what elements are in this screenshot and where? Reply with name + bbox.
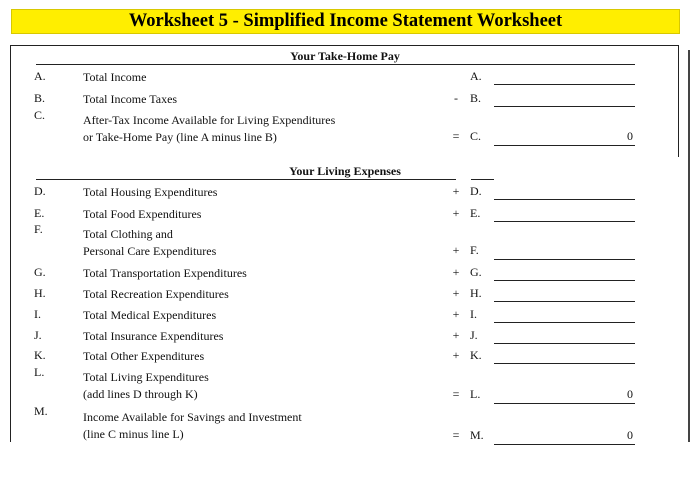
- amount-line-k[interactable]: [494, 363, 635, 364]
- short-rule-expenses: [471, 179, 494, 180]
- row-letter: B.: [34, 91, 46, 105]
- row-ref: J.: [470, 328, 478, 342]
- frame-right-border: [678, 45, 679, 157]
- row-description: Total Income: [83, 70, 147, 84]
- row-operator: +: [452, 286, 460, 300]
- frame-top-border: [10, 45, 678, 46]
- amount-line-c[interactable]: [494, 145, 635, 146]
- row-letter: I.: [34, 307, 41, 321]
- row-description: Total Income Taxes: [83, 92, 178, 106]
- amount-line-a[interactable]: [494, 84, 635, 85]
- row-operator: =: [452, 129, 460, 143]
- amount-value-l: 0: [627, 387, 633, 401]
- row-ref: K.: [470, 348, 482, 362]
- row-operator: +: [452, 206, 460, 220]
- row-letter: A.: [34, 69, 46, 83]
- row-letter: J.: [34, 328, 42, 342]
- row-operator: +: [452, 328, 460, 342]
- section-rule-take-home: [36, 64, 635, 65]
- row-letter: L.: [34, 365, 45, 379]
- row-operator: +: [452, 243, 460, 257]
- row-letter: H.: [34, 286, 46, 300]
- section-title-expenses: Your Living Expenses: [289, 164, 401, 178]
- amount-line-l[interactable]: [494, 403, 635, 404]
- row-operator: +: [452, 307, 460, 321]
- row-operator: +: [452, 265, 460, 279]
- row-description: Total Medical Expenditures: [83, 308, 217, 322]
- amount-line-m[interactable]: [494, 444, 635, 445]
- row-ref: A.: [470, 69, 482, 83]
- amount-line-h[interactable]: [494, 301, 635, 302]
- row-description: Total Food Expenditures: [83, 207, 202, 221]
- row-ref: G.: [470, 265, 482, 279]
- row-description: Total Recreation Expenditures: [83, 287, 229, 301]
- amount-line-f[interactable]: [494, 259, 635, 260]
- row-ref: M.: [470, 428, 484, 442]
- row-description: Total Living Expenditures (add lines D through K): [83, 370, 209, 401]
- row-operator: +: [452, 348, 460, 362]
- row-description: Total Other Expenditures: [83, 349, 205, 363]
- section-title-take-home: Your Take-Home Pay: [290, 49, 400, 63]
- row-ref: C.: [470, 129, 482, 143]
- amount-line-j[interactable]: [494, 343, 635, 344]
- row-operator: +: [452, 184, 460, 198]
- row-ref: D.: [470, 184, 482, 198]
- row-operator: =: [452, 428, 460, 442]
- amount-line-g[interactable]: [494, 280, 635, 281]
- row-description: Total Housing Expenditures: [83, 185, 218, 199]
- row-description: After-Tax Income Available for Living Expenditures or Take-Home Pay (line A minus line B): [83, 113, 336, 144]
- row-letter: K.: [34, 348, 46, 362]
- amount-value-c: 0: [627, 129, 633, 143]
- row-ref: H.: [470, 286, 482, 300]
- row-description: Total Clothing and Personal Care Expenditures: [83, 227, 217, 258]
- row-description: Total Insurance Expenditures: [83, 329, 224, 343]
- row-ref: B.: [470, 91, 482, 105]
- row-letter: C.: [34, 108, 46, 122]
- row-ref: F.: [470, 243, 479, 257]
- row-letter: D.: [34, 184, 46, 198]
- section-rule-expenses: [36, 179, 456, 180]
- row-letter: G.: [34, 265, 46, 279]
- row-operator: =: [452, 387, 460, 401]
- row-operator: -: [454, 91, 458, 105]
- row-ref: I.: [470, 307, 477, 321]
- row-letter: F.: [34, 222, 43, 236]
- frame-left-border: [10, 45, 11, 442]
- amount-value-m: 0: [627, 428, 633, 442]
- amount-line-d[interactable]: [494, 199, 635, 200]
- row-letter: M.: [34, 404, 48, 418]
- page-edge: [688, 50, 690, 442]
- worksheet-title: Worksheet 5 - Simplified Income Statement Worksheet: [11, 9, 680, 34]
- amount-line-e[interactable]: [494, 221, 635, 222]
- row-description: Income Available for Savings and Investment (line C minus line L): [83, 410, 302, 441]
- row-ref: L.: [470, 387, 481, 401]
- row-description: Total Transportation Expenditures: [83, 266, 247, 280]
- row-ref: E.: [470, 206, 481, 220]
- amount-line-b[interactable]: [494, 106, 635, 107]
- row-letter: E.: [34, 206, 45, 220]
- amount-line-i[interactable]: [494, 322, 635, 323]
